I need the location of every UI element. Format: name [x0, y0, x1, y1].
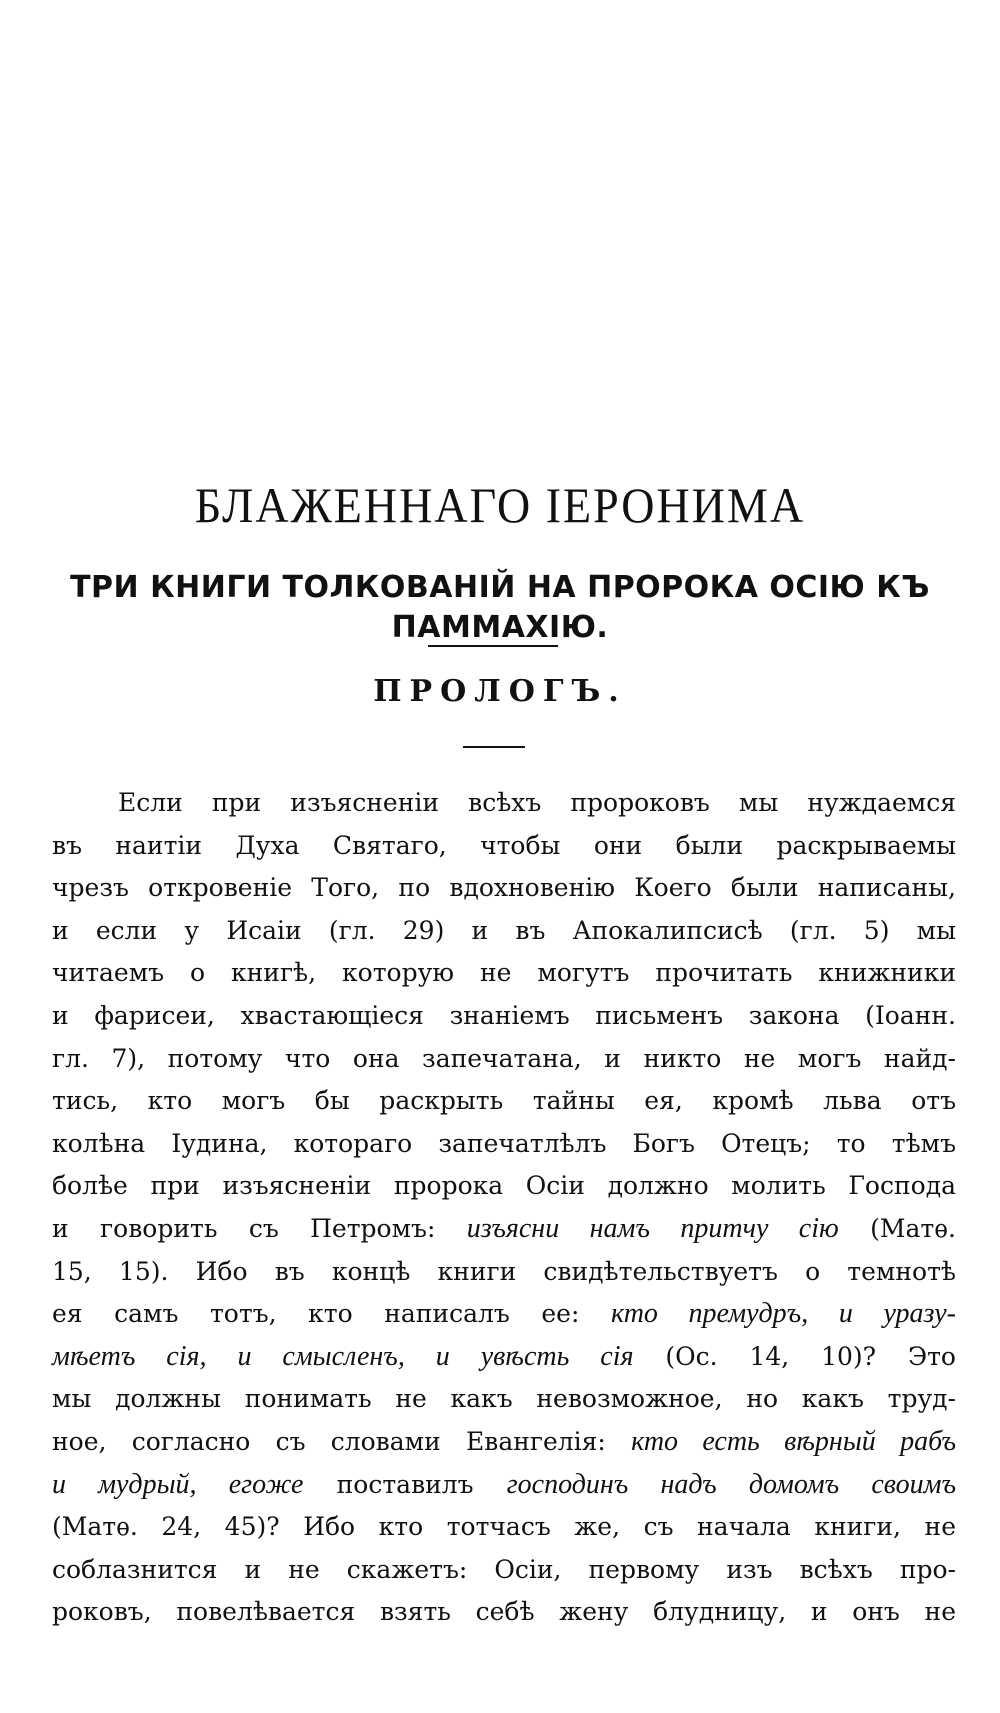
text-run: гл. 7), потому что она запечатана, и никто не могъ найд- — [52, 1043, 956, 1073]
text-line — [52, 1165, 956, 1208]
text-run: читаемъ о книгѣ, которую не могутъ прочитать книжники — [52, 958, 956, 988]
text-run: чрезъ откровеніе Того, по вдохновенію Коего были написаны, — [52, 873, 956, 903]
text-run: ея самъ тотъ, кто написалъ ее: — [52, 1299, 611, 1329]
text-run: Если при изъясненіи всѣхъ пророковъ мы нуждаемся — [118, 788, 956, 817]
text-line — [52, 995, 956, 1038]
text-line — [52, 1123, 956, 1166]
text-run: тись, кто могъ бы раскрыть тайны ея, кромѣ льва отъ — [52, 1086, 956, 1116]
text-run: мы должны понимать не какъ невозможное, но какъ труд- — [52, 1384, 956, 1414]
italic-quote: кто премудръ, и уразу- — [610, 1298, 956, 1330]
text-run: 15, 15). Ибо въ концѣ книги свидѣтельствуетъ о темнотѣ — [52, 1256, 956, 1286]
text-run: ное, согласно съ словами Евангелія: — [52, 1426, 632, 1456]
text-line — [52, 867, 956, 910]
text-run: (Матѳ. — [838, 1213, 956, 1243]
italic-quote: изъясни намъ притчу сію — [466, 1212, 839, 1244]
text-run: въ наитіи Духа Святаго, чтобы они были раскрываемы — [52, 830, 956, 860]
text-run: роковъ, повелѣвается взять себѣ жену блудницу, и онъ не — [52, 1597, 956, 1627]
section-heading: ПРОЛОГЪ. — [373, 674, 627, 709]
text-line — [52, 1378, 956, 1421]
italic-quote: мѣетъ сія, и смысленъ, и увѣсть сія — [52, 1340, 634, 1372]
text-line — [52, 1464, 956, 1507]
italic-quote: и мудрый, егоже — [52, 1468, 304, 1500]
body-text — [52, 782, 956, 1634]
text-line — [52, 1251, 956, 1294]
section-divider — [463, 746, 525, 748]
text-run: болѣе при изъясненіи пророка Осіи должно молить Господа — [52, 1171, 956, 1201]
text-line — [52, 825, 956, 868]
text-line — [52, 1549, 956, 1592]
italic-quote: кто есть вѣрный рабъ — [631, 1425, 956, 1457]
text-line — [52, 782, 956, 825]
italic-quote: господинъ надъ домомъ своимъ — [506, 1468, 956, 1500]
text-line — [52, 1038, 956, 1081]
text-run: и фарисеи, хвастающіеся знаніемъ письменъ закона (Іоанн. — [52, 1000, 956, 1030]
text-line — [52, 1591, 956, 1634]
title-divider — [428, 645, 558, 647]
text-line — [52, 910, 956, 953]
text-run: поставилъ — [303, 1469, 507, 1499]
work-subtitle: ТРИ КНИГИ ТОЛКОВАНІЙ НА ПРОРОКА ОСІЮ КЪ ПАММАХІЮ. — [70, 570, 930, 645]
text-line — [52, 1293, 956, 1336]
text-run: (Матѳ. 24, 45)? Ибо кто тотчасъ же, съ начала книги, не — [52, 1512, 956, 1542]
text-line — [52, 1506, 956, 1549]
work-title: БЛАЖЕННАГО ІЕРОНИМА — [194, 477, 806, 533]
text-line — [52, 1208, 956, 1251]
text-run: колѣна Іудина, котораго запечатлѣлъ Богъ Отецъ; то тѣмъ — [52, 1128, 956, 1158]
text-run: соблазнится и не скажетъ: Осіи, первому изъ всѣхъ про- — [52, 1554, 956, 1584]
text-run: и говорить съ Петромъ: — [52, 1213, 467, 1243]
text-line — [52, 1080, 956, 1123]
text-line — [52, 1421, 956, 1464]
text-line — [52, 1336, 956, 1379]
text-run: и если у Исаіи (гл. 29) и въ Апокалипсисѣ (гл. 5) мы — [52, 915, 956, 945]
text-line — [52, 952, 956, 995]
text-run: (Ос. 14, 10)? Это — [633, 1341, 956, 1371]
